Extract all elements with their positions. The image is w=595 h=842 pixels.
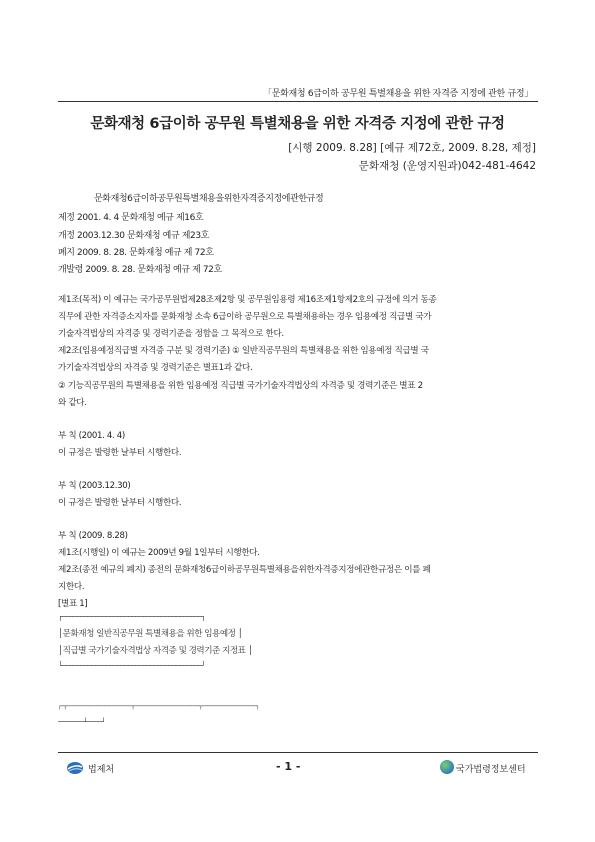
article-line: 기술자격법상의 자격증 및 경력기준을 정함을 그 목적으로 한다. [58, 329, 284, 339]
footer-rule [58, 752, 538, 753]
running-header: 「문화재청 6급이하 공무원 특별채용을 위한 자격증 지정에 관한 규정」 [263, 89, 533, 99]
history-item: 폐지 2009. 8. 28. 문화재청 예규 제 72호 [58, 248, 214, 258]
appendix-box-line: │직급별 국가기술자격법상 자격증 및 경력기준 지정표 │ [58, 646, 253, 656]
addenda-line: 이 규정은 발령한 날부터 시행한다. [58, 498, 182, 508]
article-line: 와 같다. [58, 398, 87, 408]
addenda-line: 제1조(시행일) 이 예규는 2009년 9월 1일부터 시행한다. [58, 548, 260, 558]
appendix-box-line: │문화재청 일반직공무원 특별채용을 위한 임용예정 │ [58, 629, 243, 639]
article-line: ② 기능직공무원의 특별채용을 위한 임용예정 직급별 국가기술자격법상의 자격증 및 경력기준은 별표 2 [58, 381, 423, 391]
article-line: 가기술자격법상의 자격증 및 경력기준은 별표1과 같다. [58, 363, 253, 373]
addenda-heading: 부 칙 (2009. 8.28) [58, 531, 128, 541]
enforcement-dateline: [시행 2009. 8.28] [예규 제72호, 2009. 8.28, 제정] [288, 142, 536, 154]
moleg-logo-icon [66, 761, 84, 775]
article-line: 제2조(임용예정직급별 자격증 구분 및 경력기준) ① 일반직공무원의 특별채용을 위한 임용예정 직급별 국 [58, 346, 429, 356]
history-item: 개발령 2009. 8. 28. 문화재청 예규 제 72호 [58, 265, 222, 275]
addenda-line: 제2조(종전 예규의 폐지) 종전의 문화재청6급이하공무원특별채용을위한자격증지정에관한규정은 이를 폐 [58, 565, 431, 575]
addenda-line: 지한다. [58, 582, 85, 592]
table-border-line: ───────┴────┘ [58, 718, 105, 726]
addenda-heading: 부 칙 (2003.12.30) [58, 481, 131, 491]
header-rule [58, 101, 538, 102]
footer-left-label: 법제처 [88, 765, 115, 775]
article-line: 직무에 관한 자격증소지자를 문화재청 소속 6급이하 공무원으로 특별채용하는 경우 임용예정 직급별 국가 [58, 312, 432, 322]
history-item: 개정 2003.12.30 문화재청 예규 제23호 [58, 231, 209, 241]
table-border-line: ┌─┬────────────────────────┬────────────────────────┬────────────────────┐ [58, 703, 259, 710]
article-line: 제1조(목적) 이 예규는 국가공무원법제28조제2항 및 공무원임용령 제16조제1항제2호의 규정에 의거 동종 [58, 295, 437, 305]
original-regulation-name: 문화재청6급이하공무원특별채용을위한자격증지정에관한규정 [94, 194, 324, 204]
appendix-box-bottom: └──────────────────────────────────────┘ [58, 661, 205, 670]
addenda-heading: 부 칙 (2001. 4. 4) [58, 431, 125, 441]
document-title: 문화재청 6급이하 공무원 특별채용을 위한 자격증 지정에 관한 규정 [90, 116, 505, 132]
addenda-line: 이 규정은 발령한 날부터 시행한다. [58, 448, 182, 458]
page-number: - 1 - [276, 760, 301, 773]
history-item: 제정 2001. 4. 4 문화재청 예규 제16호 [58, 213, 204, 223]
globe-icon [440, 760, 454, 774]
appendix-box-top: ┌──────────────────────────────────────┐ [58, 612, 205, 621]
department-contact: 문화재청 (운영지원과)042-481-4642 [358, 160, 536, 172]
appendix-label: [별표 1] [58, 599, 88, 609]
footer-right-label: 국가법령정보센터 [456, 765, 526, 775]
